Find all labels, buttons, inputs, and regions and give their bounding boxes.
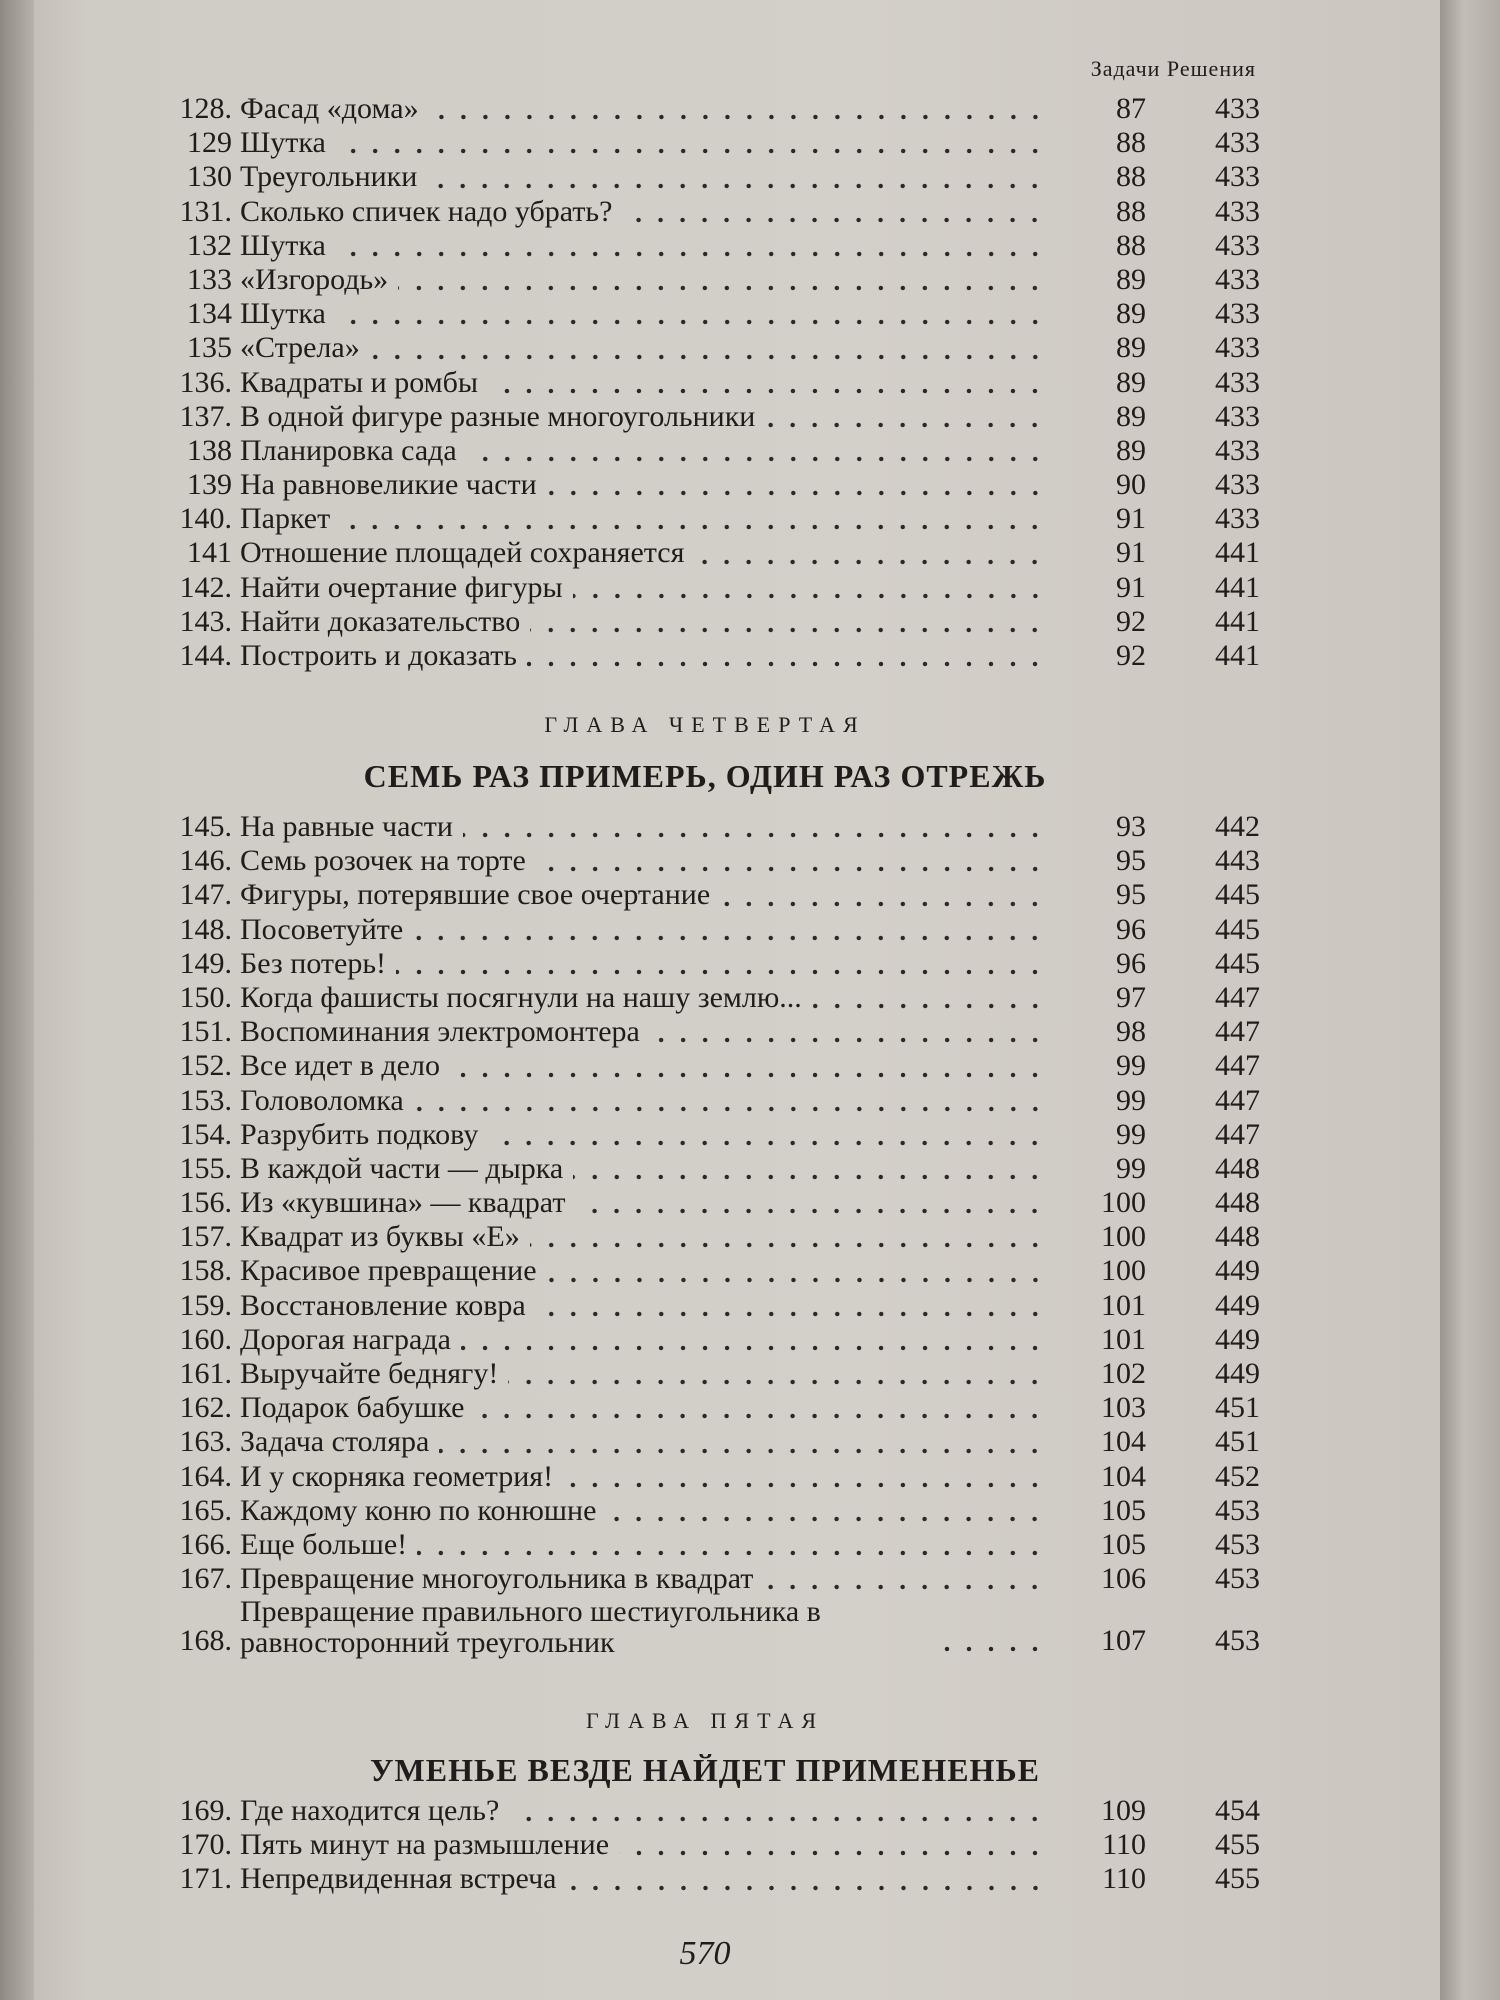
toc-entry [150,160,1260,194]
toc-entry-number: 137. [179,399,232,433]
toc-entry-title: Найти доказательство [240,604,521,638]
leader-dots [694,559,1046,565]
toc-entry-title: Подарок бабушке [240,1391,465,1425]
task-page: 88 [1116,228,1146,262]
toc-entry-title: Сколько спичек надо убрать? [240,194,613,228]
leader-dots [530,627,1046,633]
solution-page: 447 [1215,1117,1260,1151]
toc-entry [150,913,1260,947]
toc-entry-number: 165. [179,1493,232,1527]
toc-entry-number: 151. [179,1015,232,1049]
solution-page: 455 [1215,1862,1260,1896]
leader-dots [413,935,1046,941]
task-page: 99 [1116,1083,1146,1117]
page-number: 570 [679,1935,731,1972]
leader-dots [370,354,1046,360]
chapter-5-label: ГЛАВА ПЯТАЯ [585,1708,824,1733]
toc-entry [150,947,1260,981]
leader-dots [461,1345,1046,1351]
toc-entry-title: В каждой части — дырка [240,1151,564,1185]
leader-dots [336,319,1046,325]
toc-entry-number: 169. [179,1794,232,1827]
solution-page: 452 [1215,1459,1260,1493]
solution-page: 433 [1215,502,1260,536]
toc-entry-number: 155. [179,1151,232,1185]
leader-dots [429,114,1046,120]
toc-entry [150,1220,1260,1254]
solution-page: 441 [1215,604,1260,638]
toc-entry [150,126,1260,160]
task-page: 96 [1116,912,1146,946]
toc-entry-title: Семь розочек на торте [240,844,526,878]
task-page: 95 [1116,878,1146,912]
leader-dots [536,866,1046,872]
toc-entry-title: Фигуры, потерявшие свое очертание [240,878,711,912]
toc-entry-number: 153. [179,1083,232,1117]
task-page: 107 [1101,1624,1146,1658]
task-page: 95 [1116,844,1146,878]
toc-entry-title: Красивое превращение [240,1254,537,1288]
toc-entry [150,1084,1260,1118]
solution-page: 443 [1215,844,1260,878]
toc-entry-number: 130 [187,160,232,194]
leader-dots [450,1072,1046,1078]
toc-entry-number: 146. [179,844,232,878]
task-page: 101 [1101,1288,1146,1322]
toc-entry-number: 168. [179,1624,232,1658]
toc-entry [150,1391,1260,1425]
task-page: 88 [1116,126,1146,160]
task-page: 109 [1101,1794,1146,1827]
toc-entry [150,1357,1260,1391]
leader-dots [720,901,1046,907]
task-page: 87 [1116,92,1146,125]
toc-entry-title: Пять минут на размышление [240,1828,610,1862]
task-page: 96 [1116,946,1146,980]
leader-dots [573,593,1046,599]
toc-entry-number: 147. [179,878,232,912]
solution-page: 445 [1215,946,1260,980]
solution-page: 451 [1215,1391,1260,1425]
task-page: 101 [1101,1322,1146,1356]
solution-page: 433 [1215,331,1260,365]
solution-page: 453 [1215,1562,1260,1596]
toc-entry-number: 138 [187,433,232,467]
solution-page: 442 [1215,810,1260,843]
toc-entry-title: Все идет в дело [240,1049,440,1083]
toc-entry [150,229,1260,263]
toc-section-2 [150,810,1260,1658]
toc-entry-title: Когда фашисты посягнули на нашу землю... [240,980,802,1014]
toc-entry-title: Восстановление ковра [240,1288,526,1322]
toc-section-3 [150,1794,1260,1897]
toc-entry-number: 136. [179,365,232,399]
solution-page: 447 [1215,1015,1260,1049]
task-page: 110 [1102,1828,1146,1862]
toc-entry-title: И у скорняка геометрия! [240,1459,554,1493]
leader-dots [575,1208,1046,1214]
toc-entry-title: На равные части [240,810,453,843]
solution-page: 433 [1215,433,1260,467]
solution-page: 433 [1215,194,1260,228]
toc-entry [150,1596,1260,1658]
toc-entry [150,502,1260,536]
toc-entry-title: Головоломка [240,1083,404,1117]
toc-entry-number: 170. [179,1828,232,1862]
leader-dots [536,1311,1046,1317]
toc-entry-number: 164. [179,1459,232,1493]
leader-dots [427,183,1046,189]
solution-page: 433 [1215,468,1260,502]
toc-entry [150,1323,1260,1357]
toc-entry [150,1289,1260,1323]
leader-dots [488,388,1046,394]
toc-entry-number: 144. [179,639,232,672]
solution-page: 433 [1215,160,1260,194]
leader-dots [530,1242,1046,1248]
toc-entry-title: На равновеликие части [240,468,537,502]
task-page: 89 [1116,331,1146,365]
toc-entry [150,331,1260,365]
task-page: 100 [1101,1220,1146,1254]
toc-entry-title: Отношение площадей сохраняется [240,536,685,570]
toc-entry [150,468,1260,502]
leader-dots [336,251,1046,257]
toc-entry-number: 140. [179,502,232,536]
leader-dots [463,832,1046,838]
toc-entry-title: Шутка [240,126,326,160]
toc-entry-number: 143. [179,604,232,638]
task-page: 97 [1116,980,1146,1014]
toc-entry-title: Без потерь! [240,946,387,980]
task-page: 89 [1116,365,1146,399]
toc-entry-number: 133 [187,262,232,296]
task-page: 100 [1101,1186,1146,1220]
solution-page: 445 [1215,912,1260,946]
toc-entry-number: 161. [179,1357,232,1390]
toc-entry-title: Где находится цель? [240,1794,500,1827]
leader-dots [650,1037,1046,1043]
solution-page: 453 [1215,1493,1260,1527]
toc-entry-number: 160. [179,1322,232,1356]
toc-entry [150,1494,1260,1528]
toc-entry [150,366,1260,400]
solution-page: 441 [1215,536,1260,570]
toc-entry-title: Разрубить подкову [240,1117,479,1151]
toc-entry-title: Дорогая награда [240,1322,451,1356]
toc-entry-title: Шутка [240,228,326,262]
column-headers [1040,56,1256,82]
toc-entry-number: 145. [179,810,232,843]
toc-entry-title: Еще больше! [240,1527,408,1561]
leader-dots [527,661,1046,667]
task-page: 91 [1116,570,1146,604]
chapter-4-label: ГЛАВА ЧЕТВЕРТАЯ [544,712,866,737]
task-page: 105 [1101,1527,1146,1561]
leader-dots [467,456,1046,462]
solution-page: 449 [1215,1322,1260,1356]
solution-page: 455 [1215,1828,1260,1862]
leader-dots [619,1850,1046,1856]
next-page-edge [1440,0,1500,2000]
task-page: 90 [1116,468,1146,502]
toc-entry [150,1528,1260,1562]
leader-dots [336,148,1046,154]
task-page: 99 [1116,1117,1146,1151]
solution-page: 441 [1215,570,1260,604]
leader-dots [567,1885,1047,1891]
solution-page: 433 [1215,92,1260,125]
task-page: 89 [1116,297,1146,331]
leader-dots [509,1816,1046,1822]
toc-entry-title: Шутка [240,297,326,331]
toc-entry-number: 158. [179,1254,232,1288]
task-page: 89 [1116,399,1146,433]
task-page: 105 [1101,1493,1146,1527]
toc-entry-title: Каждому коню по конюшне [240,1493,597,1527]
toc-entry [150,605,1260,639]
toc-entry-title: Паркет [240,502,331,536]
leader-dots [340,524,1046,530]
toc-entry-title: Выручайте беднягу! [240,1357,499,1390]
toc-entry [150,1118,1260,1152]
toc-entry [150,1254,1260,1288]
toc-entry [150,1152,1260,1186]
toc-entry-title: Посоветуйте [240,912,404,946]
toc-entry [150,571,1260,605]
leader-dots [439,1448,1046,1454]
chapter-5-title: УМЕНЬЕ ВЕЗДЕ НАЙДЕТ ПРИМЕНЕНЬЕ [370,1752,1040,1788]
toc-entry [150,297,1260,331]
toc-entry [150,1460,1260,1494]
task-page: 106 [1101,1562,1146,1596]
leader-dots [417,1550,1046,1556]
task-page: 104 [1101,1425,1146,1459]
toc-entry [150,1562,1260,1596]
toc-entry-number: 132 [187,228,232,262]
leader-dots [547,490,1046,496]
toc-entry-number: 141 [187,536,232,570]
task-page: 89 [1116,433,1146,467]
toc-entry [150,400,1260,434]
toc-entry [150,981,1260,1015]
task-page: 103 [1101,1391,1146,1425]
toc-entry-number: 128. [179,92,232,125]
toc-entry-title: Треугольники [240,160,418,194]
leader-dots [763,1584,1046,1590]
toc-entry [150,810,1260,844]
toc-entry [150,1015,1260,1049]
toc-entry-title: Фасад «дома» [240,92,419,125]
toc-entry-number: 163. [179,1425,232,1459]
toc-entry-title: Превращение правильного шестиугольника в равносторонний треугольник [240,1595,821,1660]
toc-entry-number: 166. [179,1527,232,1561]
solution-page: 449 [1215,1357,1260,1390]
task-page: 100 [1101,1254,1146,1288]
leader-dots [930,1646,1046,1652]
solution-page: 433 [1215,262,1260,296]
toc-entry-number: 167. [179,1562,232,1596]
task-page: 91 [1116,502,1146,536]
solution-page: 433 [1215,297,1260,331]
solution-page: 448 [1215,1151,1260,1185]
task-page: 98 [1116,1015,1146,1049]
toc-entry [150,263,1260,297]
toc-entry-title: Непредвиденная встреча [240,1862,557,1896]
task-page: 92 [1116,604,1146,638]
task-page: 93 [1116,810,1146,843]
toc-entry-number: 139 [187,468,232,502]
solution-page: 448 [1215,1220,1260,1254]
toc-entry-number: 148. [179,912,232,946]
solution-page: 447 [1215,980,1260,1014]
leader-dots [488,1140,1046,1146]
toc-entry-title: «Стрела» [240,331,360,365]
toc-entry [150,1794,1260,1828]
toc-entry-number: 150. [179,980,232,1014]
toc-entry-number: 152. [179,1049,232,1083]
toc-entry [150,639,1260,673]
toc-entry [150,195,1260,229]
solution-page: 453 [1215,1527,1260,1561]
toc-entry [150,878,1260,912]
solution-page: 433 [1215,365,1260,399]
leader-dots [547,1277,1046,1283]
toc-section-1 [150,92,1260,673]
solution-page: 441 [1215,639,1260,672]
solution-page: 448 [1215,1186,1260,1220]
toc-entry-title: Превращение многоугольника в квадрат [240,1562,754,1596]
solutions-column-header: Решения [1166,56,1256,81]
solution-page: 453 [1215,1624,1260,1658]
task-page: 89 [1116,262,1146,296]
toc-entry-title: «Изгородь» [240,262,389,296]
leader-dots [508,1379,1046,1385]
toc-entry-number: 149. [179,946,232,980]
solution-page: 445 [1215,878,1260,912]
toc-entry-number: 131. [179,194,232,228]
toc-entry-title: Построить и доказать [240,639,517,672]
task-page: 92 [1116,639,1146,672]
toc-entry-title: Квадраты и ромбы [240,365,479,399]
toc-entry [150,1862,1260,1896]
solution-page: 451 [1215,1425,1260,1459]
solution-page: 447 [1215,1083,1260,1117]
solution-page: 449 [1215,1254,1260,1288]
leader-dots [396,969,1046,975]
toc-entry-number: 162. [179,1391,232,1425]
solution-page: 433 [1215,228,1260,262]
toc-entry-title: Воспоминания электромонтера [240,1015,640,1049]
toc-entry-title: В одной фигуре разные многоугольники [240,399,756,433]
leader-dots [606,1516,1046,1522]
task-page: 88 [1116,194,1146,228]
page-gutter [0,0,34,2000]
toc-entry-title: Из «кувшина» — квадрат [240,1186,566,1220]
toc-entry [150,1425,1260,1459]
task-page: 91 [1116,536,1146,570]
solution-page: 433 [1215,399,1260,433]
leader-dots [474,1413,1046,1419]
leader-dots [398,285,1046,291]
toc-entry-number: 156. [179,1186,232,1220]
toc-entry [150,844,1260,878]
toc-entry-number: 154. [179,1117,232,1151]
toc-entry-number: 142. [179,570,232,604]
toc-entry-number: 129 [187,126,232,160]
chapter-4-title: СЕМЬ РАЗ ПРИМЕРЬ, ОДИН РАЗ ОТРЕЖЬ [363,758,1047,794]
leader-dots [812,1003,1046,1009]
solution-page: 433 [1215,126,1260,160]
leader-dots [414,1106,1046,1112]
leader-dots [563,1482,1046,1488]
toc-entry-title: Квадрат из буквы «Е» [240,1220,520,1254]
task-page: 99 [1116,1049,1146,1083]
toc-entry-title: Планировка сада [240,433,457,467]
tasks-column-header: Задачи [1090,56,1161,81]
toc-entry [150,92,1260,126]
toc-entry-title: Найти очертание фигуры [240,570,563,604]
toc-entry [150,1828,1260,1862]
toc-entry-number: 159. [179,1288,232,1322]
toc-entry-number: 134 [187,297,232,331]
leader-dots [622,217,1046,223]
solution-page: 454 [1215,1794,1260,1827]
toc-entry-number: 135 [187,331,232,365]
toc-entry-title: Задача столяра [240,1425,430,1459]
toc-entry-number: 171. [179,1862,232,1896]
toc-entry [150,1049,1260,1083]
task-page: 104 [1101,1459,1146,1493]
toc-entry-number: 157. [179,1220,232,1254]
task-page: 99 [1116,1151,1146,1185]
toc-entry [150,434,1260,468]
solution-page: 447 [1215,1049,1260,1083]
task-page: 102 [1101,1357,1146,1390]
toc-entry [150,536,1260,570]
leader-dots [765,422,1046,428]
task-page: 88 [1116,160,1146,194]
solution-page: 449 [1215,1288,1260,1322]
task-page: 110 [1102,1862,1146,1896]
toc-entry [150,1186,1260,1220]
leader-dots [573,1174,1046,1180]
